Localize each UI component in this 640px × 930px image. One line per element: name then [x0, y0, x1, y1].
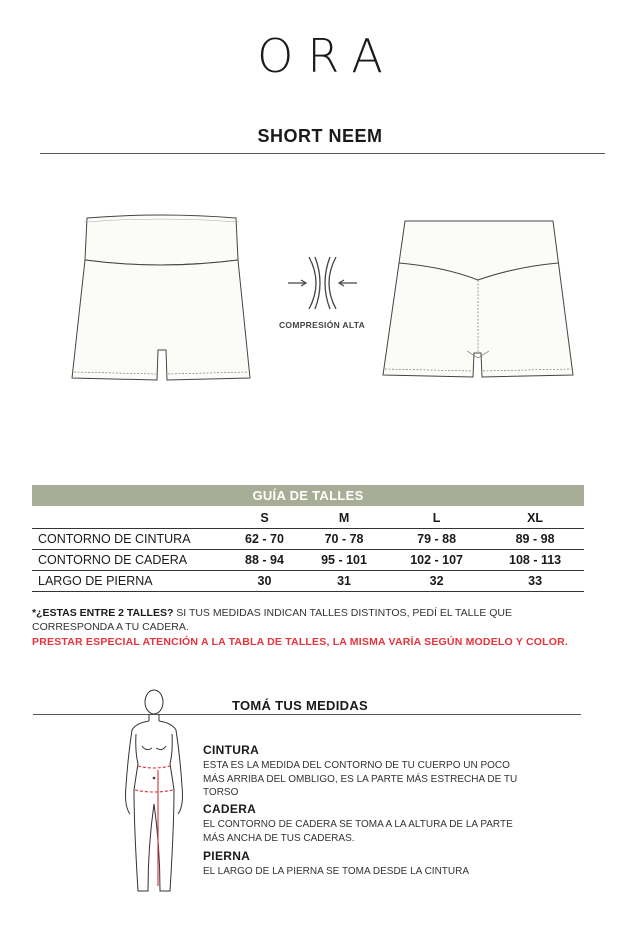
size-header-row: [32, 508, 584, 529]
size-header: S: [260, 511, 269, 525]
brand-logo: ORA: [257, 29, 397, 83]
table-cell: 70 - 78: [301, 529, 387, 550]
size-table: [32, 508, 584, 592]
row-label: LARGO DE PIERNA: [32, 571, 228, 592]
table-cell: 33: [486, 571, 584, 592]
row-label: CONTORNO DE CINTURA: [32, 529, 228, 550]
size-header: XL: [527, 511, 544, 525]
title-divider: [40, 153, 605, 154]
table-row: [32, 550, 584, 571]
measure-text-waist: ESTA ES LA MEDIDA DEL CONTORNO DE TU CUERPO UN POCO MÁS ARRIBA DEL OMBLIGO, ES LA PARTE MÁS ESTRECHA DE TU TORSO: [203, 760, 518, 798]
measures-divider: [33, 714, 581, 715]
size-warning: PRESTAR ESPECIAL ATENCIÓN A LA TABLA DE TALLES, LA MISMA VARÍA SEGÚN MODELO Y COLOR.: [32, 636, 568, 648]
row-label: CONTORNO DE CADERA: [32, 550, 228, 571]
size-header: M: [338, 511, 350, 525]
measure-text-leg: EL LARGO DE LA PIERNA SE TOMA DESDE LA CINTURA: [203, 866, 470, 877]
size-header: L: [432, 511, 441, 525]
table-cell: 31: [301, 571, 387, 592]
table-cell: 95 - 101: [301, 550, 387, 571]
table-cell: 102 - 107: [387, 550, 486, 571]
measure-heading-hip: CADERA: [203, 802, 257, 816]
table-cell: 79 - 88: [387, 529, 486, 550]
short-front-illustration: [60, 210, 265, 390]
between-sizes-question: *¿ESTAS ENTRE 2 TALLES?: [32, 607, 174, 619]
measure-text-hip: EL CONTORNO DE CADERA SE TOMA A LA ALTURA DE LA PARTE MÁS ANCHA DE TUS CADERAS.: [203, 819, 513, 844]
table-cell: 89 - 98: [486, 529, 584, 550]
between-sizes-text: SI TUS MEDIDAS INDICAN TALLES DISTINTOS, PEDÍ EL TALLE QUE CORRESPONDA A TU CADERA.: [32, 607, 512, 633]
table-row: [32, 529, 584, 550]
product-title: SHORT NEEM: [257, 126, 383, 146]
compression-label: COMPRESIÓN ALTA: [278, 320, 366, 330]
body-figure-illustration: [118, 686, 190, 902]
measure-heading-waist: CINTURA: [203, 743, 260, 757]
table-cell: 108 - 113: [486, 550, 584, 571]
size-header-empty: [32, 508, 228, 529]
table-cell: 88 - 94: [228, 550, 301, 571]
compression-icon: [285, 253, 360, 313]
table-cell: 62 - 70: [228, 529, 301, 550]
measures-title: TOMÁ TUS MEDIDAS: [232, 698, 369, 713]
between-sizes-note: [32, 606, 592, 634]
table-row: [32, 571, 584, 592]
measure-heading-leg: PIERNA: [203, 849, 251, 863]
table-cell: 30: [228, 571, 301, 592]
short-back-illustration: [375, 215, 585, 395]
size-guide-title: GUÍA DE TALLES: [252, 488, 364, 503]
table-cell: 32: [387, 571, 486, 592]
